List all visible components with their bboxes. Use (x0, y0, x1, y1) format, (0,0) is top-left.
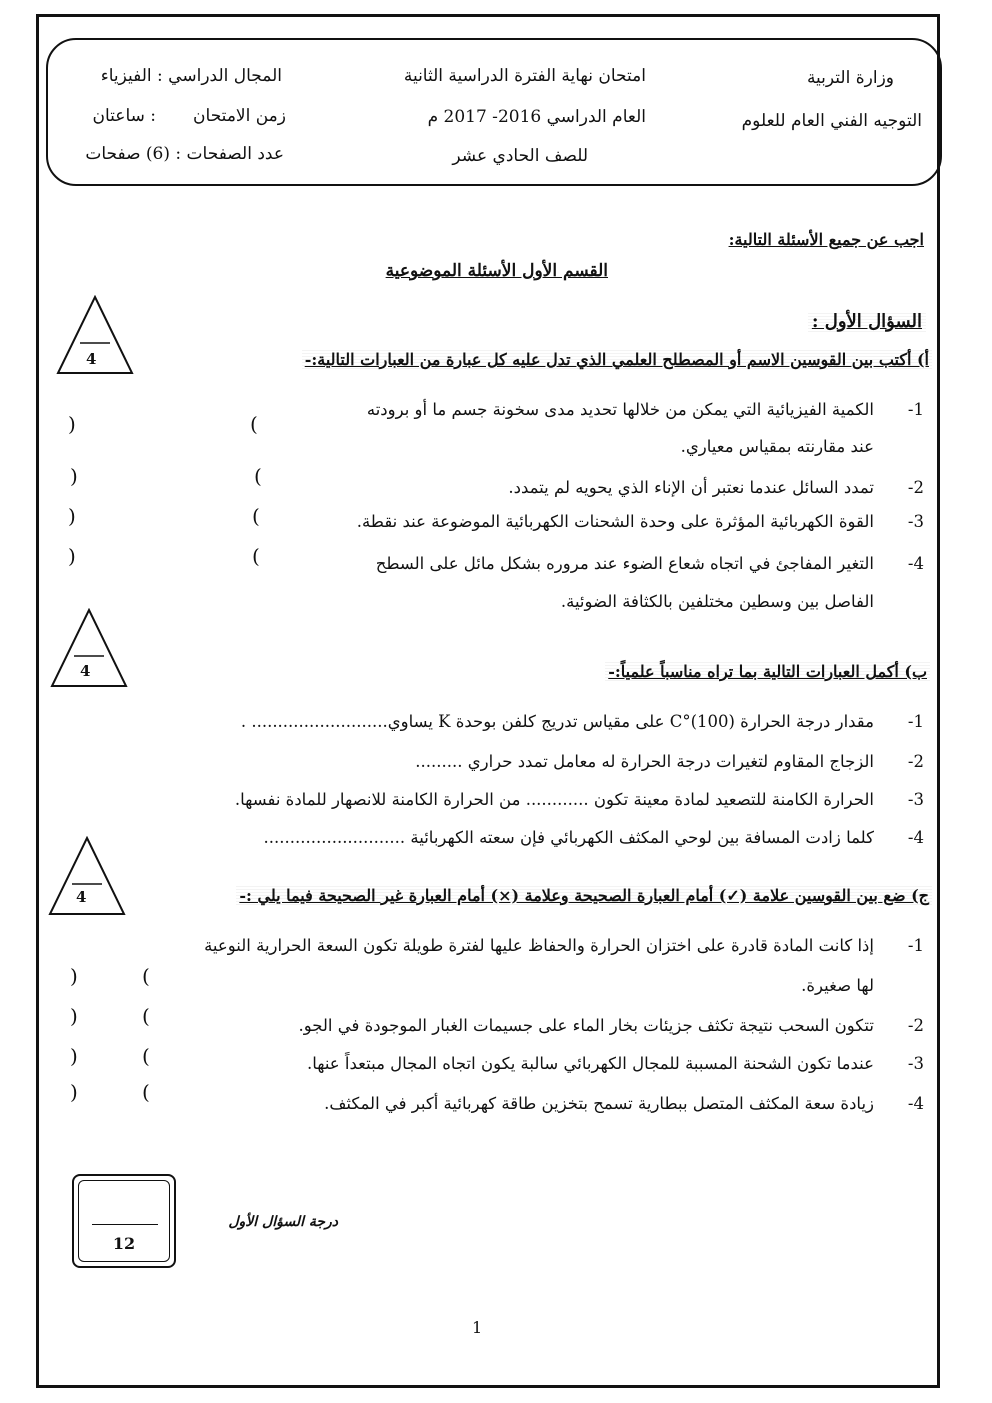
part-c-item-1-line2: لها صغيرة. (801, 976, 874, 995)
part-a-item-4-num: 4- (907, 554, 924, 573)
ministry-label: وزارة التربية (806, 68, 894, 88)
part-b-heading: ب) أكمل العبارات التالية بما تراه مناسباً علمياً:- (605, 662, 930, 681)
instructions: اجب عن جميع الأسئلة التالية: (728, 230, 924, 249)
answer-paren-c4-close[interactable]: ) (70, 1080, 78, 1104)
part-b-item-1-num: 1- (907, 712, 924, 731)
answer-paren-a2-close[interactable]: ) (70, 464, 78, 488)
part-c-heading: ج) ضع بين القوسين علامة (✓) أمام العبارة الصحيحة وعلامة (×) أمام العبارة غير الصحيحة فيما يلي :- (236, 886, 932, 905)
directorate-label: التوجيه الفني العام للعلوم (741, 111, 922, 131)
duration-value: : ساعتان (92, 106, 156, 126)
grade-label: للصف الحادي عشر (452, 146, 588, 166)
part-b-item-4-text[interactable]: كلما زادت المسافة بين لوحي المكثف الكهربائي فإن سعته الكهربائية ........................... (263, 828, 874, 847)
subject-label: المجال الدراسي : الفيزياء (100, 66, 282, 86)
part-c-item-4-num: 4- (907, 1094, 924, 1113)
answer-paren-c3-close[interactable]: ) (70, 1044, 78, 1068)
part-a-heading: أ) أكتب بين القوسين الاسم أو المصطلح العلمي الذي تدل عليه كل عبارة من العبارات التالية:- (302, 350, 932, 369)
part-a-item-1-line2: عند مقارنته بمقياس معياري. (680, 437, 874, 456)
answer-paren-a1-open: ( (250, 412, 258, 436)
answer-paren-c1-close[interactable]: ) (70, 964, 78, 988)
total-score: 12 (112, 1234, 136, 1253)
answer-paren-a3-open: ( (252, 504, 260, 528)
score-a: 4 (86, 350, 97, 368)
answer-paren-a3-close[interactable]: ) (68, 504, 76, 528)
academic-year: العام الدراسي 2016- 2017 م (427, 107, 646, 127)
part-b-item-3-num: 3- (907, 790, 924, 809)
part-b-item-2-num: 2- (907, 752, 924, 771)
part-c-item-2-line1: تتكون السحب نتيجة تكثف جزيئات بخار الماء على جسيمات الغبار الموجودة في الجو. (298, 1016, 874, 1035)
exam-title: امتحان نهاية الفترة الدراسية الثانية (403, 66, 646, 86)
duration-label: زمن الامتحان (193, 106, 286, 126)
section-title: القسم الأول الأسئلة الموضوعية (385, 261, 608, 281)
part-a-item-2-line1: تمدد السائل عندما نعتبر أن الإناء الذي يحويه لم يتمدد. (508, 478, 874, 497)
question-title: السؤال الأول : (808, 311, 926, 332)
part-b-item-2-text[interactable]: الزجاج المقاوم لتغيرات درجة الحرارة له معامل تمدد حراري ......... (415, 752, 874, 771)
pages-label: عدد الصفحات : (6) صفحات (85, 144, 284, 164)
part-b-item-4-num: 4- (907, 828, 924, 847)
total-label: درجة السؤال الأول (228, 1214, 338, 1230)
score-triangle-c (48, 836, 126, 916)
part-a-item-4-line1: التغير المفاجئ في اتجاه شعاع الضوء عند مروره بشكل مائل على السطح (375, 554, 874, 573)
answer-paren-c3-open: ( (142, 1044, 150, 1068)
part-c-item-4-line1: زيادة سعة المكثف المتصل ببطارية تسمح بتخزين طاقة كهربائية أكبر في المكثف. (324, 1094, 874, 1113)
answer-paren-a4-open: ( (252, 544, 260, 568)
part-a-item-1-line1: الكمية الفيزيائية التي يمكن من خلالها تحديد مدى سخونة جسم ما أو برودته (366, 400, 874, 419)
part-c-item-2-num: 2- (907, 1016, 924, 1035)
part-a-item-3-line1: القوة الكهربائية المؤثرة على وحدة الشحنات الكهربائية الموضوعة عند نقطة. (356, 512, 874, 531)
page-number: 1 (472, 1318, 483, 1337)
part-c-item-1-num: 1- (907, 936, 924, 955)
part-c-item-1-line1: إذا كانت المادة قادرة على اختزان الحرارة والحفاظ عليها لفترة طويلة تكون السعة الحرارية النوعية (204, 936, 874, 955)
part-a-item-1-num: 1- (907, 400, 924, 419)
answer-paren-a4-close[interactable]: ) (68, 544, 76, 568)
part-c-item-3-num: 3- (907, 1054, 924, 1073)
part-b-item-3-text[interactable]: الحرارة الكامنة للتصعيد لمادة معينة تكون ............ من الحرارة الكامنة للانصهار للمادة نفسها. (234, 790, 874, 809)
answer-paren-a2-open: ( (254, 464, 262, 488)
score-c: 4 (76, 888, 87, 906)
part-a-item-2-num: 2- (907, 478, 924, 497)
answer-paren-c2-close[interactable]: ) (70, 1004, 78, 1028)
answer-paren-c2-open: ( (142, 1004, 150, 1028)
score-b: 4 (80, 662, 91, 680)
answer-paren-c4-open: ( (142, 1080, 150, 1104)
part-a-item-3-num: 3- (907, 512, 924, 531)
part-a-item-4-line2: الفاصل بين وسطين مختلفين بالكثافة الضوئية. (560, 592, 874, 611)
answer-paren-c1-open: ( (142, 964, 150, 988)
answer-paren-a1-close[interactable]: ) (68, 412, 76, 436)
part-b-item-1-text[interactable]: مقدار درجة الحرارة (100)°C على مقياس تدريج كلفن بوحدة K يساوي.......................... . (240, 712, 874, 731)
total-score-box (72, 1174, 176, 1268)
part-c-item-3-line1: عندما تكون الشحنة المسببة للمجال الكهربائي سالبة يكون اتجاه المجال مبتعداً عنها. (306, 1054, 874, 1073)
